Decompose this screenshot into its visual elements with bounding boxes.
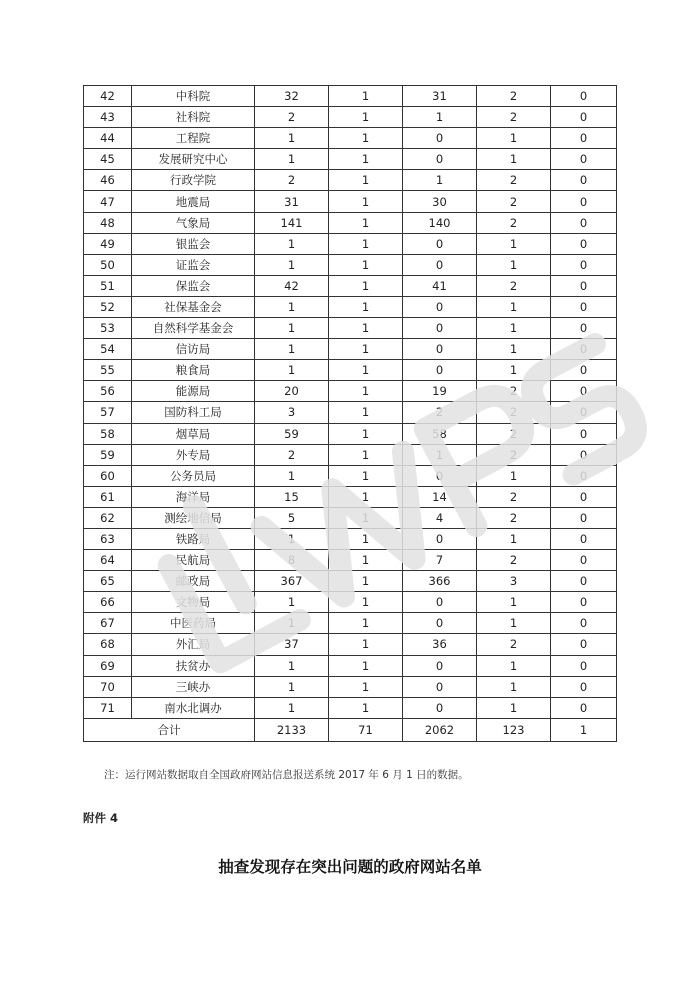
value-cell-c2: 1: [329, 233, 403, 254]
value-cell-c4: 1: [477, 128, 551, 149]
row-number: 47: [84, 191, 132, 212]
row-number: 48: [84, 212, 132, 233]
table-row: [84, 486, 617, 507]
value-cell-c1: 1: [255, 676, 329, 697]
total-cell-c2: 71: [329, 718, 403, 741]
value-cell-c4: 1: [477, 528, 551, 549]
value-cell-c5: 0: [551, 107, 617, 128]
value-cell-c1: 1: [255, 360, 329, 381]
value-cell-c3: 30: [403, 191, 477, 212]
value-cell-c1: 59: [255, 423, 329, 444]
row-number: 59: [84, 444, 132, 465]
table-row: [84, 212, 617, 233]
total-cell-c1: 2133: [255, 718, 329, 741]
agency-name: 中科院: [132, 86, 255, 107]
value-cell-c3: 0: [403, 296, 477, 317]
table-row: [84, 697, 617, 718]
table-row: [84, 254, 617, 275]
row-number: 69: [84, 655, 132, 676]
agency-name: 邮政局: [132, 571, 255, 592]
value-cell-c2: 1: [329, 275, 403, 296]
value-cell-c1: 37: [255, 634, 329, 655]
value-cell-c3: 0: [403, 254, 477, 275]
row-number: 49: [84, 233, 132, 254]
value-cell-c5: 0: [551, 360, 617, 381]
agency-name: 气象局: [132, 212, 255, 233]
agency-name: 测绘地信局: [132, 507, 255, 528]
value-cell-c4: 2: [477, 191, 551, 212]
table-row: [84, 107, 617, 128]
row-number: 61: [84, 486, 132, 507]
value-cell-c3: 1: [403, 107, 477, 128]
table-row: [84, 655, 617, 676]
agency-name: 中医药局: [132, 613, 255, 634]
value-cell-c3: 19: [403, 381, 477, 402]
row-number: 51: [84, 275, 132, 296]
table-row: [84, 571, 617, 592]
agency-name: 烟草局: [132, 423, 255, 444]
value-cell-c2: 1: [329, 360, 403, 381]
value-cell-c3: 0: [403, 318, 477, 339]
value-cell-c2: 1: [329, 381, 403, 402]
value-cell-c3: 0: [403, 339, 477, 360]
value-cell-c2: 1: [329, 571, 403, 592]
value-cell-c2: 1: [329, 676, 403, 697]
table-row: [84, 296, 617, 317]
value-cell-c5: 0: [551, 128, 617, 149]
table-row: [84, 360, 617, 381]
table-row: [84, 86, 617, 107]
value-cell-c1: 1: [255, 254, 329, 275]
value-cell-c1: 1: [255, 465, 329, 486]
value-cell-c1: 1: [255, 296, 329, 317]
value-cell-c4: 1: [477, 465, 551, 486]
value-cell-c4: 1: [477, 655, 551, 676]
agency-name: 外汇局: [132, 634, 255, 655]
agency-name: 南水北调办: [132, 697, 255, 718]
value-cell-c5: 0: [551, 423, 617, 444]
total-cell-c4: 123: [477, 718, 551, 741]
value-cell-c5: 0: [551, 318, 617, 339]
value-cell-c2: 1: [329, 212, 403, 233]
row-number: 66: [84, 592, 132, 613]
value-cell-c3: 0: [403, 149, 477, 170]
value-cell-c4: 2: [477, 170, 551, 191]
value-cell-c2: 1: [329, 170, 403, 191]
value-cell-c1: 1: [255, 128, 329, 149]
statistics-table: [83, 85, 617, 742]
table-row: [84, 507, 617, 528]
value-cell-c4: 2: [477, 86, 551, 107]
row-number: 70: [84, 676, 132, 697]
value-cell-c2: 1: [329, 486, 403, 507]
agency-name: 证监会: [132, 254, 255, 275]
value-cell-c4: 1: [477, 318, 551, 339]
row-number: 58: [84, 423, 132, 444]
table-row: [84, 318, 617, 339]
value-cell-c3: 41: [403, 275, 477, 296]
value-cell-c2: 1: [329, 655, 403, 676]
table-row: [84, 592, 617, 613]
value-cell-c4: 1: [477, 296, 551, 317]
total-label: 合计: [84, 718, 255, 741]
value-cell-c5: 0: [551, 634, 617, 655]
value-cell-c4: 2: [477, 212, 551, 233]
value-cell-c5: 0: [551, 613, 617, 634]
table-row: [84, 233, 617, 254]
table-row: [84, 550, 617, 571]
value-cell-c3: 1: [403, 170, 477, 191]
value-cell-c2: 1: [329, 402, 403, 423]
value-cell-c1: 1: [255, 528, 329, 549]
value-cell-c1: 1: [255, 339, 329, 360]
value-cell-c1: 20: [255, 381, 329, 402]
value-cell-c1: 5: [255, 507, 329, 528]
value-cell-c4: 1: [477, 360, 551, 381]
value-cell-c5: 0: [551, 465, 617, 486]
value-cell-c1: 8: [255, 550, 329, 571]
value-cell-c5: 0: [551, 697, 617, 718]
agency-name: 公务员局: [132, 465, 255, 486]
table-row: [84, 191, 617, 212]
row-number: 63: [84, 528, 132, 549]
value-cell-c5: 0: [551, 170, 617, 191]
value-cell-c3: 140: [403, 212, 477, 233]
value-cell-c5: 0: [551, 507, 617, 528]
value-cell-c5: 0: [551, 212, 617, 233]
row-number: 45: [84, 149, 132, 170]
value-cell-c3: 7: [403, 550, 477, 571]
table-row: [84, 528, 617, 549]
value-cell-c1: 2: [255, 170, 329, 191]
row-number: 50: [84, 254, 132, 275]
value-cell-c1: 31: [255, 191, 329, 212]
table-row: [84, 676, 617, 697]
row-number: 55: [84, 360, 132, 381]
value-cell-c2: 1: [329, 86, 403, 107]
value-cell-c3: 14: [403, 486, 477, 507]
value-cell-c2: 1: [329, 592, 403, 613]
row-number: 67: [84, 613, 132, 634]
value-cell-c2: 1: [329, 254, 403, 275]
value-cell-c4: 2: [477, 107, 551, 128]
value-cell-c5: 0: [551, 149, 617, 170]
agency-name: 工程院: [132, 128, 255, 149]
value-cell-c4: 2: [477, 486, 551, 507]
agency-name: 国防科工局: [132, 402, 255, 423]
value-cell-c1: 1: [255, 233, 329, 254]
table-footnote: 注：运行网站数据取自全国政府网站信息报送系统 2017 年 6 月 1 日的数据。: [104, 769, 469, 781]
value-cell-c5: 0: [551, 550, 617, 571]
value-cell-c4: 2: [477, 507, 551, 528]
value-cell-c5: 0: [551, 528, 617, 549]
value-cell-c1: 1: [255, 613, 329, 634]
value-cell-c5: 0: [551, 191, 617, 212]
agency-name: 信访局: [132, 339, 255, 360]
value-cell-c5: 0: [551, 571, 617, 592]
agency-name: 发展研究中心: [132, 149, 255, 170]
table-row: [84, 381, 617, 402]
value-cell-c4: 1: [477, 339, 551, 360]
value-cell-c4: 3: [477, 571, 551, 592]
row-number: 54: [84, 339, 132, 360]
agency-name: 保监会: [132, 275, 255, 296]
agency-name: 社保基金会: [132, 296, 255, 317]
value-cell-c2: 1: [329, 107, 403, 128]
agency-name: 银监会: [132, 233, 255, 254]
value-cell-c3: 0: [403, 360, 477, 381]
table-row: [84, 634, 617, 655]
value-cell-c2: 1: [329, 697, 403, 718]
value-cell-c2: 1: [329, 128, 403, 149]
row-number: 43: [84, 107, 132, 128]
total-cell-c3: 2062: [403, 718, 477, 741]
value-cell-c3: 0: [403, 128, 477, 149]
value-cell-c5: 0: [551, 233, 617, 254]
value-cell-c5: 0: [551, 592, 617, 613]
value-cell-c1: 1: [255, 149, 329, 170]
value-cell-c4: 1: [477, 254, 551, 275]
agency-name: 铁路局: [132, 528, 255, 549]
value-cell-c1: 15: [255, 486, 329, 507]
value-cell-c2: 1: [329, 191, 403, 212]
row-number: 68: [84, 634, 132, 655]
value-cell-c2: 1: [329, 550, 403, 571]
value-cell-c4: 2: [477, 275, 551, 296]
total-cell-c5: 1: [551, 718, 617, 741]
value-cell-c4: 1: [477, 613, 551, 634]
agency-name: 能源局: [132, 381, 255, 402]
agency-name: 文物局: [132, 592, 255, 613]
value-cell-c4: 2: [477, 423, 551, 444]
value-cell-c5: 0: [551, 381, 617, 402]
value-cell-c4: 1: [477, 233, 551, 254]
value-cell-c3: 0: [403, 592, 477, 613]
value-cell-c3: 0: [403, 655, 477, 676]
value-cell-c3: 0: [403, 233, 477, 254]
value-cell-c5: 0: [551, 486, 617, 507]
agency-name: 自然科学基金会: [132, 318, 255, 339]
row-number: 60: [84, 465, 132, 486]
table-body: [84, 86, 617, 742]
value-cell-c4: 1: [477, 697, 551, 718]
row-number: 64: [84, 550, 132, 571]
value-cell-c1: 1: [255, 697, 329, 718]
value-cell-c3: 4: [403, 507, 477, 528]
row-number: 57: [84, 402, 132, 423]
value-cell-c5: 0: [551, 296, 617, 317]
value-cell-c2: 1: [329, 318, 403, 339]
value-cell-c3: 36: [403, 634, 477, 655]
table-row: [84, 444, 617, 465]
value-cell-c2: 1: [329, 423, 403, 444]
value-cell-c5: 0: [551, 339, 617, 360]
row-number: 53: [84, 318, 132, 339]
row-number: 46: [84, 170, 132, 191]
agency-name: 行政学院: [132, 170, 255, 191]
agency-name: 社科院: [132, 107, 255, 128]
agency-name: 外专局: [132, 444, 255, 465]
value-cell-c1: 1: [255, 592, 329, 613]
row-number: 52: [84, 296, 132, 317]
table-row: [84, 423, 617, 444]
agency-name: 民航局: [132, 550, 255, 571]
value-cell-c4: 2: [477, 381, 551, 402]
value-cell-c1: 2: [255, 107, 329, 128]
row-number: 44: [84, 128, 132, 149]
value-cell-c4: 2: [477, 402, 551, 423]
value-cell-c3: 0: [403, 613, 477, 634]
value-cell-c2: 1: [329, 149, 403, 170]
agency-name: 三峡办: [132, 676, 255, 697]
value-cell-c5: 0: [551, 402, 617, 423]
value-cell-c3: 366: [403, 571, 477, 592]
table-row: [84, 128, 617, 149]
table-row: [84, 339, 617, 360]
value-cell-c1: 1: [255, 655, 329, 676]
agency-name: 海洋局: [132, 486, 255, 507]
value-cell-c3: 31: [403, 86, 477, 107]
row-number: 65: [84, 571, 132, 592]
row-number: 62: [84, 507, 132, 528]
table-row: [84, 613, 617, 634]
table-row: [84, 275, 617, 296]
table-row: [84, 402, 617, 423]
value-cell-c5: 0: [551, 86, 617, 107]
value-cell-c4: 2: [477, 634, 551, 655]
value-cell-c3: 1: [403, 444, 477, 465]
value-cell-c4: 1: [477, 592, 551, 613]
value-cell-c3: 0: [403, 697, 477, 718]
value-cell-c4: 1: [477, 149, 551, 170]
agency-name: 扶贫办: [132, 655, 255, 676]
value-cell-c2: 1: [329, 528, 403, 549]
value-cell-c2: 1: [329, 296, 403, 317]
table-row: [84, 170, 617, 191]
value-cell-c3: 0: [403, 465, 477, 486]
appendix-label: 附件 4: [83, 811, 119, 825]
agency-name: 粮食局: [132, 360, 255, 381]
value-cell-c5: 0: [551, 444, 617, 465]
value-cell-c2: 1: [329, 613, 403, 634]
agency-name: 地震局: [132, 191, 255, 212]
value-cell-c3: 2: [403, 402, 477, 423]
value-cell-c1: 42: [255, 275, 329, 296]
value-cell-c3: 0: [403, 528, 477, 549]
row-number: 71: [84, 697, 132, 718]
value-cell-c4: 2: [477, 550, 551, 571]
value-cell-c3: 58: [403, 423, 477, 444]
value-cell-c1: 2: [255, 444, 329, 465]
row-number: 56: [84, 381, 132, 402]
table-row: [84, 149, 617, 170]
value-cell-c1: 3: [255, 402, 329, 423]
value-cell-c1: 1: [255, 318, 329, 339]
value-cell-c1: 32: [255, 86, 329, 107]
value-cell-c4: 1: [477, 676, 551, 697]
value-cell-c2: 1: [329, 465, 403, 486]
value-cell-c5: 0: [551, 275, 617, 296]
value-cell-c5: 0: [551, 676, 617, 697]
value-cell-c2: 1: [329, 634, 403, 655]
table-row: [84, 465, 617, 486]
value-cell-c1: 367: [255, 571, 329, 592]
document-title: 抽查发现存在突出问题的政府网站名单: [218, 858, 482, 876]
value-cell-c2: 1: [329, 339, 403, 360]
total-row: [84, 718, 617, 741]
row-number: 42: [84, 86, 132, 107]
value-cell-c5: 0: [551, 655, 617, 676]
value-cell-c3: 0: [403, 676, 477, 697]
value-cell-c5: 0: [551, 254, 617, 275]
value-cell-c1: 141: [255, 212, 329, 233]
value-cell-c2: 1: [329, 507, 403, 528]
value-cell-c4: 2: [477, 444, 551, 465]
value-cell-c2: 1: [329, 444, 403, 465]
